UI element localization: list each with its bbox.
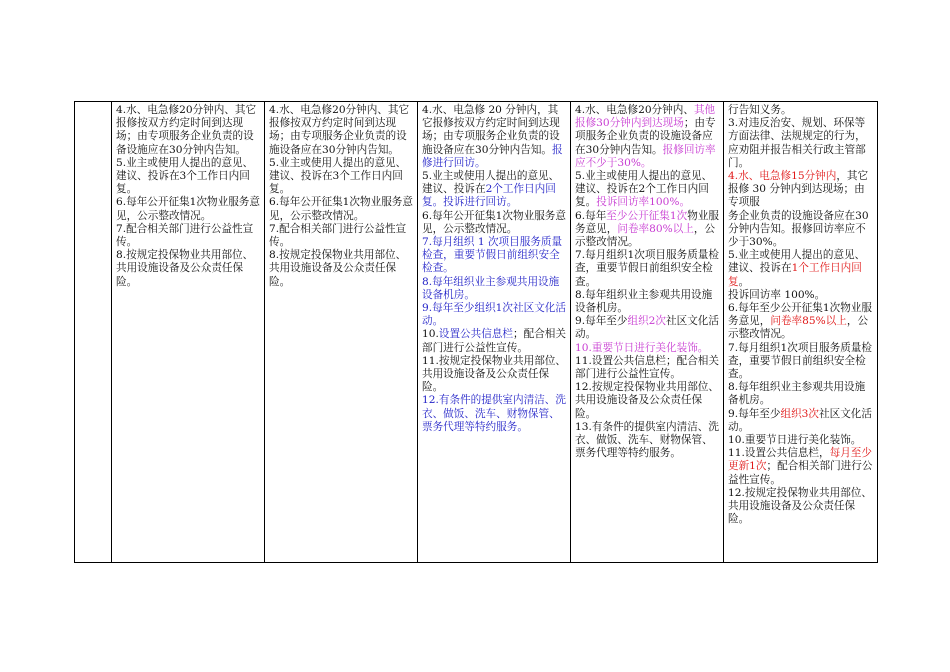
text-run: 8.每年组织业主参观共用设施备机房。	[728, 381, 866, 407]
text-run: 5.业主或使用人提出的意见、建议、投诉在3个工作日内回复。	[269, 156, 407, 196]
text-run: 4.水、电急修 20 分钟内，其它报修按双方约定时间到达现场；由专项服务企业负责的设施设备应在30分钟内告知。	[422, 104, 560, 156]
text-run: 8.每年组织业主参观共用设施设备机房。	[575, 288, 713, 315]
text-run: 9.每年至少组织1次社区文化活动。	[422, 302, 566, 328]
list-item	[575, 210, 720, 250]
text-run: 12.按规定投保物业共用部位、共用设施设备及公众责任保险。	[728, 486, 872, 526]
list-item	[575, 381, 720, 421]
text-run: ；由专项服务企业负责的设施设备应在30分钟内告知。	[575, 117, 716, 156]
text-run: 问卷率80%以上	[617, 222, 694, 235]
list-item	[728, 408, 874, 434]
text-run: 问卷率85%以上	[770, 315, 847, 328]
list-item	[422, 276, 567, 302]
list-item	[728, 447, 874, 487]
text-run: 5.业主或使用人提出的意见、建议、投诉在	[422, 170, 560, 196]
list-item	[422, 328, 567, 354]
text-run: 7.每月组织1次项目服务质量检查，重要节假日前组织安全检查。	[575, 249, 719, 288]
list-item	[422, 210, 567, 236]
list-item	[422, 236, 567, 276]
list-item	[575, 421, 720, 461]
text-run: 10.	[422, 328, 439, 341]
text-run: 其他报修30分钟内到达现场	[575, 104, 716, 130]
text-run: 7.配合相关部门进行公益性宣传。	[269, 222, 407, 249]
text-run: 报修进行回访。	[422, 143, 563, 169]
list-item	[269, 249, 414, 289]
text-run: 社区文化活动。	[728, 407, 872, 433]
list-item	[728, 434, 874, 447]
text-run: 6.每年	[575, 209, 607, 222]
text-run: 9.每年至少	[728, 407, 781, 420]
text-run: 9.每年至少	[575, 315, 628, 328]
text-run: 11.设置公共信息栏，	[728, 447, 830, 460]
list-item	[269, 223, 414, 249]
list-item	[422, 302, 567, 328]
list-item	[575, 315, 720, 341]
text-run: 12.有条件的提供室内清洁、洗衣、做饭、洗车、财物保管、票务代理等特约服务。	[422, 394, 566, 433]
text-run: 8.按规定投保物业共用部位、共用设施设备及公众责任保险。	[116, 249, 254, 288]
text-run: 7.配合相关部门进行公益性宣传。	[116, 222, 254, 249]
table-row	[75, 102, 878, 563]
list-item	[575, 289, 720, 315]
text-run: 8.按规定投保物业共用部位、共用设施设备及公众责任保险。	[269, 249, 407, 288]
list-item	[728, 210, 874, 250]
list-item	[728, 487, 874, 527]
grade-5-cell	[724, 102, 878, 563]
text-run: 6.每年至少公开征集1次物业服务意见，	[728, 302, 872, 328]
text-run: 4.水、电急修20分钟内、	[575, 104, 694, 116]
text-run: 8.每年组织业主参观共用设施设备机房。	[422, 275, 560, 301]
text-run: 13.有条件的提供室内清洁、洗衣、做饭、洗车、财物保管、票务代理等特约服务。	[575, 420, 719, 460]
text-run: 12.按规定投保物业共用部位、共用设施设备及公众责任保险。	[575, 381, 719, 420]
list-item	[728, 342, 874, 382]
text-run: 物业服务意见，	[575, 209, 719, 235]
text-run: 5.业主或使用人提出的意见、建议、投诉在3个工作日内回复。	[116, 156, 254, 196]
text-run: ；配合相关部门进行公益性宣传。	[728, 460, 873, 486]
text-run: 10.重要节日进行美化装饰。	[728, 434, 862, 447]
grade-2-cell	[265, 102, 418, 563]
grade-3-cell	[418, 102, 571, 563]
grade-1-cell	[112, 102, 265, 563]
list-item	[116, 157, 261, 197]
list-item	[422, 394, 567, 434]
text-run: 行告知义务。	[728, 104, 792, 116]
text-run: 组织2次	[627, 315, 667, 328]
text-run: 10.重要节日进行美化装饰。	[575, 341, 709, 354]
text-run: ，公示整改情况。	[575, 222, 716, 249]
text-run: 组织3次	[780, 407, 820, 420]
text-run: 投诉回访率 100%。	[728, 288, 826, 301]
text-run: 4.水、电急修15分钟内	[728, 170, 837, 183]
list-item	[269, 196, 414, 222]
text-run: 每月至少更新1次	[728, 447, 872, 473]
text-run: 11.设置公共信息栏；配合相关部门进行公益性宣传。	[575, 354, 719, 381]
list-item	[116, 249, 261, 289]
list-item	[728, 183, 874, 209]
list-item	[269, 104, 414, 157]
list-item	[575, 104, 720, 170]
text-run: 4.水、电急修20分钟内、其它报修按双方约定时间到达现场；由专项服务企业负责的设备设施应在30分钟内告知。	[116, 104, 257, 156]
list-item	[269, 157, 414, 197]
list-item	[575, 355, 720, 381]
text-run: 6.每年公开征集1次物业服务意见，公示整改情况。	[422, 209, 566, 235]
list-item	[116, 104, 261, 157]
text-run: 。	[738, 275, 750, 288]
list-item	[728, 117, 874, 170]
list-item	[728, 289, 874, 302]
list-item	[728, 170, 874, 183]
text-run: ，公示整改情况。	[728, 315, 869, 341]
text-run: 设置公共信息栏	[438, 328, 514, 341]
list-item	[728, 381, 874, 407]
text-run: 报修回访率应不少于30%。	[575, 143, 716, 169]
text-run: 7.每月组织1次项目服务质量检查，重要节假日前组织安全检查。	[728, 341, 872, 381]
list-item	[116, 223, 261, 249]
text-run: ，其它	[836, 170, 869, 183]
text-run: 6.每年公开征集1次物业服务意见，公示整改情况。	[116, 196, 260, 222]
list-item	[116, 196, 261, 222]
list-item	[422, 104, 567, 170]
text-run: 3.对违反治安、规划、环保等方面法律、法规规定的行为，应劝阻并报告相关行政主管部门。	[728, 117, 866, 169]
text-run: 2个工作日内回复。投诉进行回访。	[422, 183, 556, 209]
list-item	[422, 355, 567, 395]
list-item	[575, 342, 720, 355]
text-run: 11.按规定投保物业共用部位、共用设施设备及公众责任保险。	[422, 354, 566, 394]
text-run: 1个工作日内回复	[728, 262, 862, 288]
text-run: 6.每年公开征集1次物业服务意见，公示整改情况。	[269, 196, 413, 222]
text-run: 7.每月组织 1 次项目服务质量检查，重要节假日前组织安全检查。	[422, 236, 563, 275]
grade-4-cell	[571, 102, 724, 563]
service-standards-table	[74, 101, 878, 563]
text-run: 5.业主或使用人提出的意见、建议、投诉在2个工作日内回复。	[575, 170, 713, 209]
list-item	[575, 170, 720, 210]
text-run: 投诉回访率100%。	[596, 196, 691, 209]
list-item	[575, 249, 720, 289]
text-run: ；配合相关部门进行公益性宣传。	[422, 328, 566, 354]
text-run: 社区文化活动。	[575, 315, 719, 341]
list-item	[728, 249, 874, 289]
list-item	[728, 302, 874, 342]
list-item	[422, 170, 567, 210]
text-run: 务企业负责的设施设备应在30分钟内告知。报修回访率应不少于30%。	[728, 209, 869, 249]
text-run: 报修 30 分钟内到达现场；由专项服	[728, 183, 865, 209]
text-run: 4.水、电急修20分钟内、其它报修按双方约定时间到达现场；由专项服务企业负责的设施设备应在30分钟内告知。	[269, 104, 410, 156]
row-label-cell	[75, 102, 112, 563]
text-run: 至少公开征集1次	[606, 209, 688, 222]
text-run: 5.业主或使用人提出的意见、建议、投诉在	[728, 249, 866, 275]
list-item	[728, 104, 874, 117]
